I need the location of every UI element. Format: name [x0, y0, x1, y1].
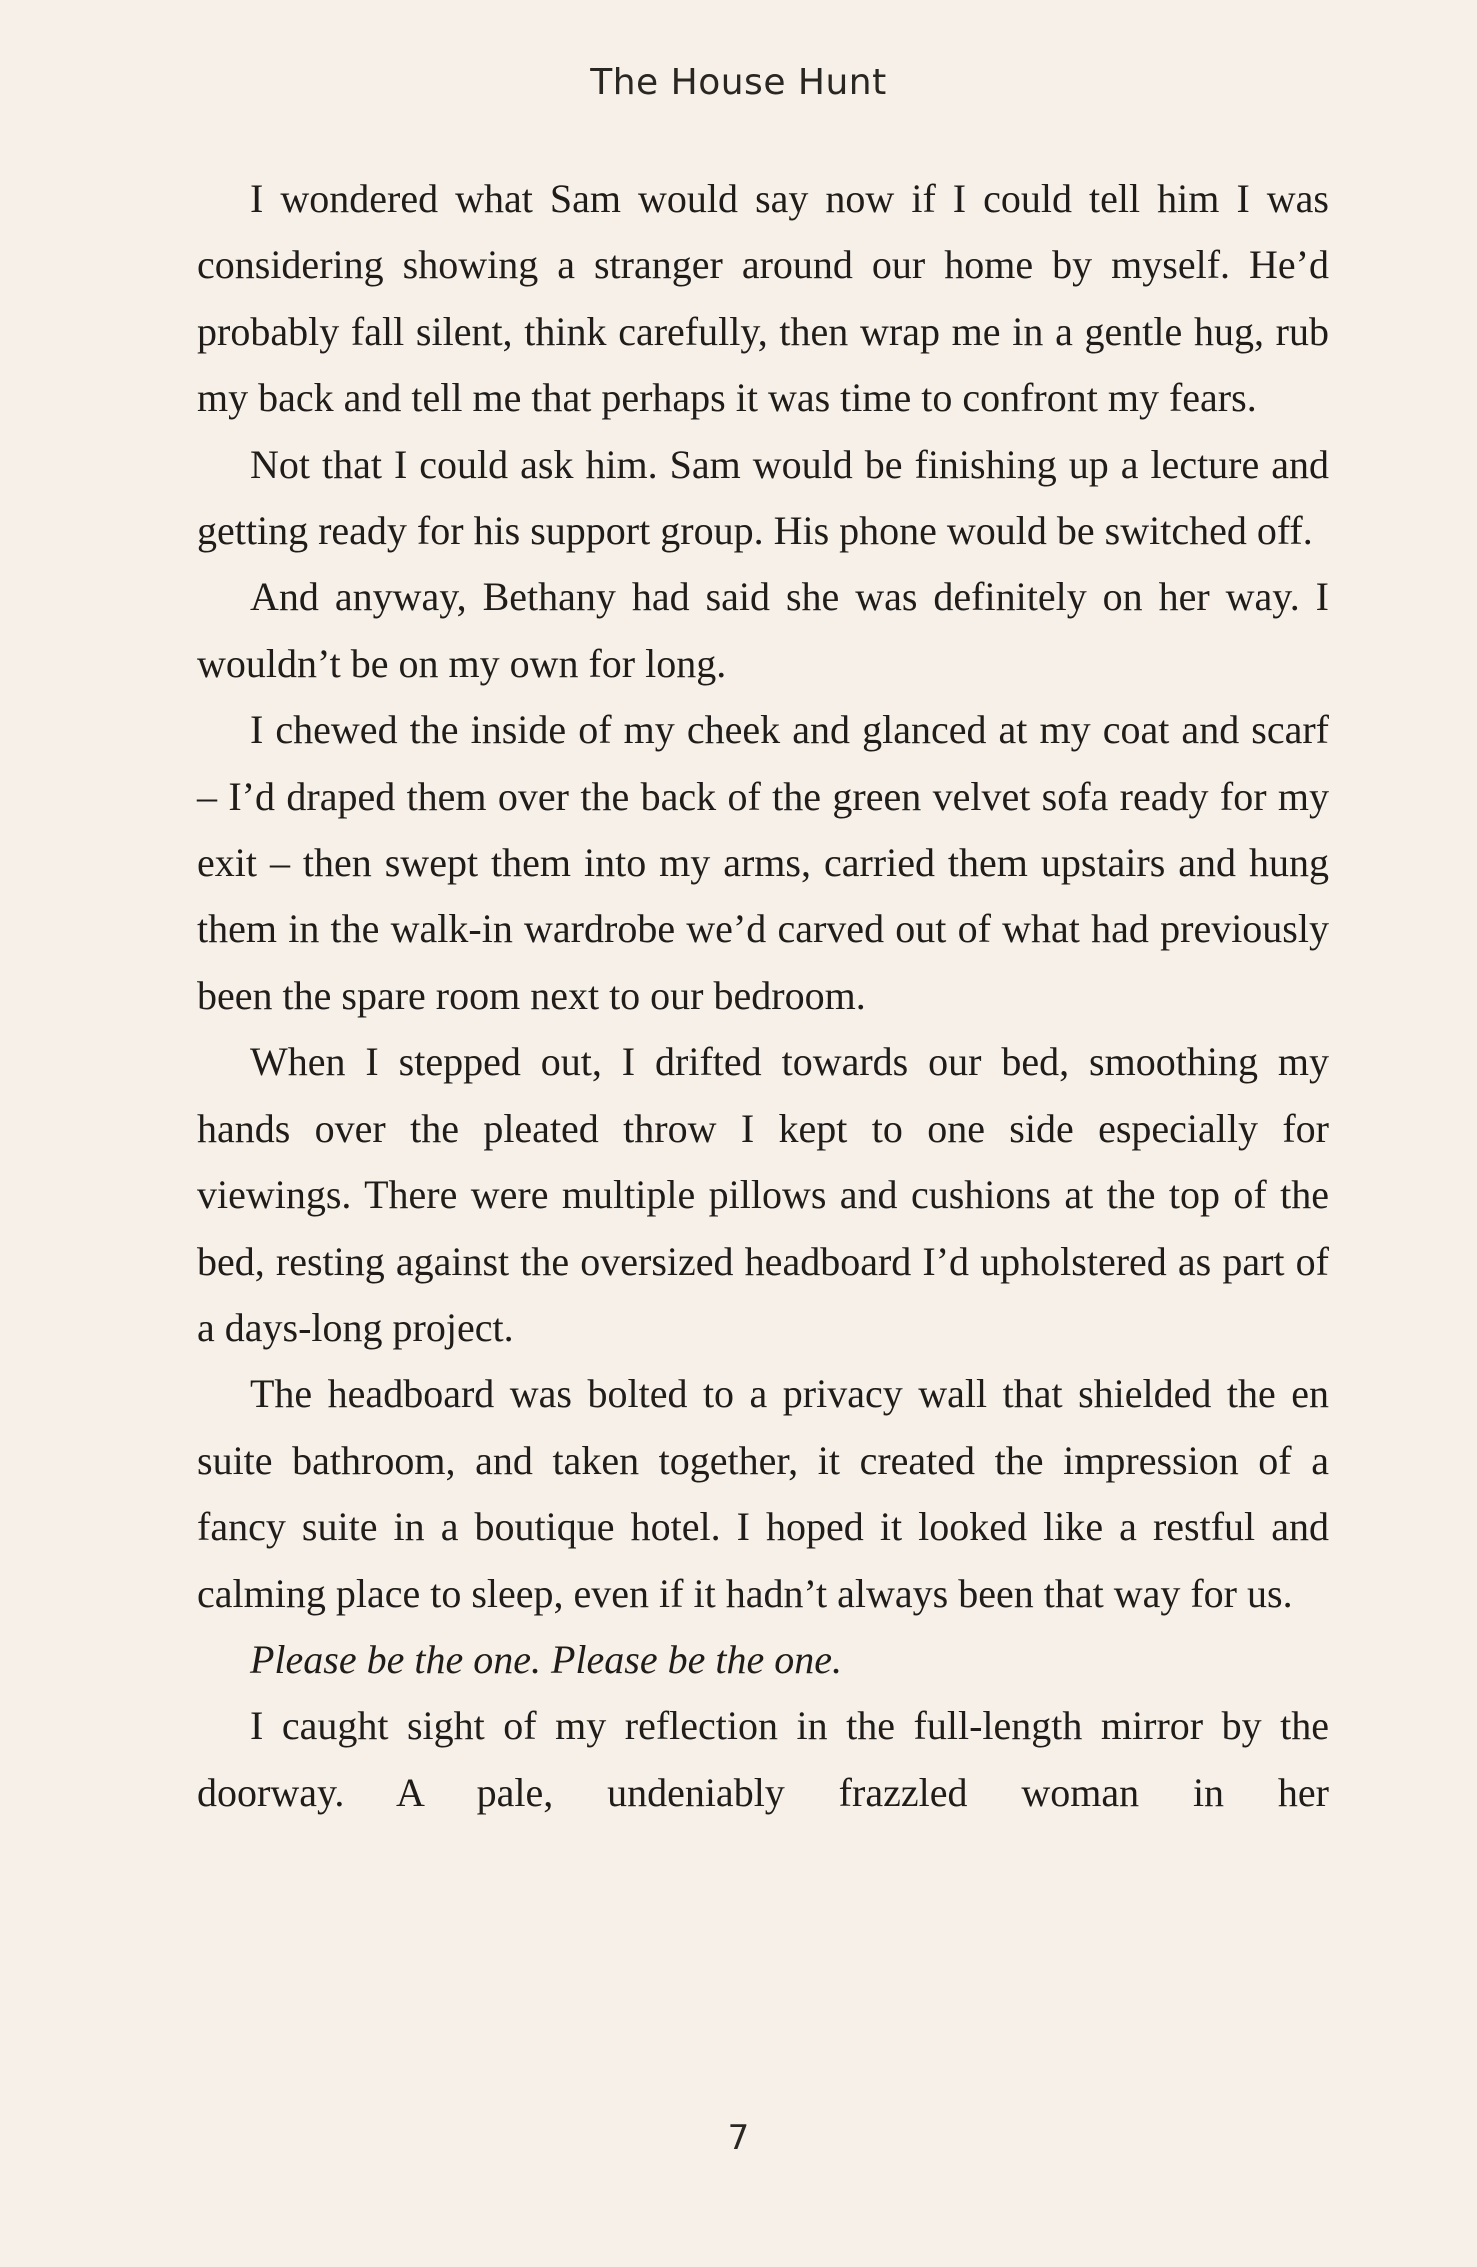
- paragraph-2: Not that I could ask him. Sam would be finishing up a lecture and getting ready for his support group. His phone would be switched off.: [197, 441, 1329, 554]
- paragraph-7-italic: Please be the one. Please be the one.: [250, 1636, 842, 1682]
- paragraph-5: When I stepped out, I drifted towards our bed, smoothing my hands over the pleated throw I kept to one side especially for viewings. There were multiple pillows and cushions at the top of the bed, resting against the oversized headboard I’d upholstered as part of a days-long project.: [197, 1039, 1329, 1350]
- running-head: The House Hunt: [590, 62, 887, 103]
- paragraph-3: And anyway, Bethany had said she was definitely on her way. I wouldn’t be on my own for long.: [197, 574, 1329, 686]
- paragraph-6: The headboard was bolted to a privacy wall that shielded the en suite bathroom, and taken together, it created the impression of a fancy suite in a boutique hotel. I hoped it looked like a restful and calming place to sleep, even if it hadn’t always been that way for us.: [197, 1371, 1329, 1616]
- paragraph-8: I caught sight of my reflection in the full-length mirror by the doorway. A pale, undeniably frazzled woman in her: [197, 1703, 1329, 1815]
- paragraph-4: I chewed the inside of my cheek and glanced at my coat and scarf – I’d draped them over the back of the green velvet sofa ready for my exit – then swept them into my arms, carried them upstairs and hung them in the walk-in wardrobe we’d carved out of what had previously been the spare room next to our bedroom.: [197, 707, 1329, 1018]
- body-text: [197, 166, 1329, 1826]
- page-number: 7: [727, 2118, 750, 2158]
- paragraph-1: I wondered what Sam would say now if I could tell him I was considering showing a stranger around our home by myself. He’d probably fall silent, think carefully, then wrap me in a gentle hug, rub my back and tell me that perhaps it was time to confront my fears.: [197, 176, 1329, 421]
